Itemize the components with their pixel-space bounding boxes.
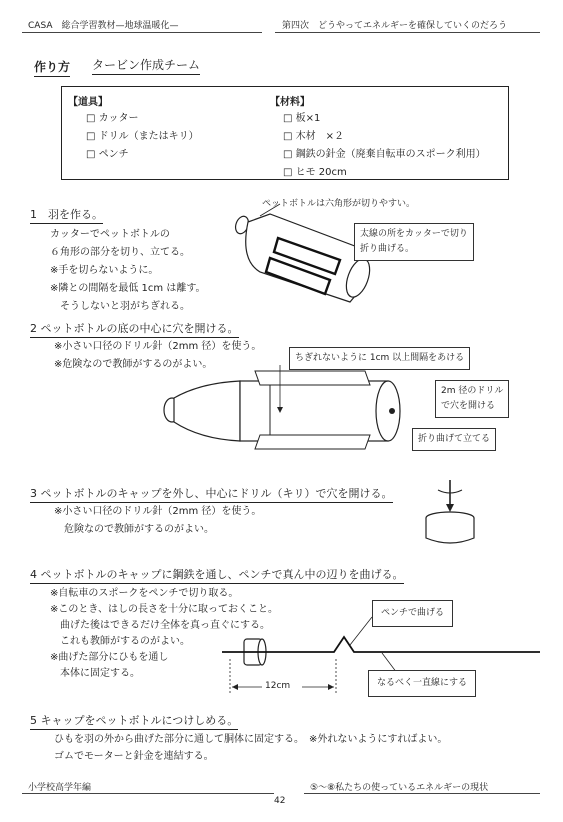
- footer-left: 小学校高学年編: [28, 783, 92, 793]
- callout-cut-fold: [354, 223, 474, 261]
- step5-line: ゴムでモーターと針金を連結する。: [54, 751, 214, 762]
- step4-line: 曲げた後はできるだけ全体を真っ直ぐにする。: [50, 620, 270, 631]
- header-rule-left: [22, 32, 262, 33]
- step2-line: ※危険なので教師がするのがよい。: [54, 359, 213, 370]
- step4-line: 本体に固定する。: [50, 668, 140, 679]
- material-item: □ 板×1: [283, 113, 321, 124]
- step4-line: ※自転車のスポークをペンチで切り取る。: [50, 588, 239, 599]
- callout-line: 折り曲げる。: [360, 244, 415, 254]
- materials-title: 【材料】: [270, 97, 310, 108]
- measure-12cm: 12cm: [265, 681, 291, 691]
- step4-line: ※曲げた部分にひもを通し: [50, 652, 169, 663]
- header-left: CASA 総合学習教材—地球温暖化—: [28, 21, 179, 31]
- step4-title: 4 ペットボトルのキャップに鋼鉄を通し、ペンチで真ん中の辺りを曲げる。: [30, 566, 404, 584]
- callout-line: 太線の所をカッターで切り: [360, 229, 468, 239]
- material-item: □ 鋼鉄の針金（廃棄自転車のスポーク利用）: [283, 149, 486, 160]
- bottle-side-illustration: [160, 365, 420, 465]
- tool-item: □ ドリル（またはキリ）: [86, 131, 199, 142]
- step1-line: ※隣との間隔を最低 1cm は離す。: [50, 283, 206, 294]
- tools-title: 【道具】: [68, 97, 108, 108]
- header-rule-right: [275, 32, 540, 33]
- page-number: 42: [274, 796, 286, 806]
- step1-line: ※手を切らないように。: [50, 265, 159, 276]
- footer-rule-right: [304, 793, 540, 794]
- callout-fold-stand: 折り曲げて立てる: [412, 428, 496, 451]
- step1-line: ６角形の部分を切り、立てる。: [50, 247, 190, 258]
- materials-box: [61, 86, 509, 180]
- callout-gap: ちぎれないように 1cm 以上間隔をあける: [289, 347, 470, 370]
- team-title: タービン作成チーム: [92, 56, 200, 75]
- step1-line: そうしないと羽がちぎれる。: [50, 301, 190, 312]
- step2-title: 2 ペットボトルの底の中心に穴を開ける。: [30, 320, 239, 338]
- step3-line: ※小さい口径のドリル針（2mm 径）を使う。: [54, 506, 262, 517]
- header-right: 第四次 どうやってエネルギーを確保していくのだろう: [282, 21, 508, 31]
- step3-title: 3 ペットボトルのキャップを外し、中心にドリル（キリ）で穴を開ける。: [30, 485, 393, 503]
- tool-item: □ カッター: [86, 113, 139, 124]
- callout-line: 2m 径のドリル: [441, 386, 504, 396]
- step5-title: 5 キャップをペットボトルにつけしめる。: [30, 712, 238, 730]
- step4-line: ※このとき、はしの長さを十分に取っておくこと。: [50, 604, 278, 615]
- cap-drill-illustration: [420, 476, 480, 546]
- hexagon-note: ペットボトルは六角形が切りやすい。: [262, 199, 416, 209]
- material-item: □ ヒモ 20cm: [283, 167, 347, 178]
- step1-line: カッターでペットボトルの: [50, 229, 170, 240]
- callout-bend: ペンチで曲げる: [372, 600, 453, 627]
- step4-line: これも教師がするのがよい。: [50, 636, 190, 647]
- tool-item: □ ペンチ: [86, 149, 129, 160]
- material-item: □ 木材 ×２: [283, 131, 345, 142]
- step1-title: 1 羽を作る。: [30, 206, 103, 224]
- method-label: 作り方: [34, 58, 70, 77]
- step2-line: ※小さい口径のドリル針（2mm 径）を使う。: [54, 341, 262, 352]
- step3-line: 危険なので教師がするのがよい。: [54, 524, 214, 535]
- footer-right: ⑤～⑧私たちの使っているエネルギーの現状: [310, 783, 489, 793]
- callout-line: で穴を開ける: [441, 401, 496, 411]
- callout-straight: なるべく一直線にする: [368, 670, 476, 697]
- callout-drill-hole: [435, 380, 509, 418]
- footer-rule-left: [22, 793, 274, 794]
- step5-line: ひもを羽の外から曲げた部分に通して胴体に固定する。 ※外れないようにすればよい。: [54, 734, 448, 745]
